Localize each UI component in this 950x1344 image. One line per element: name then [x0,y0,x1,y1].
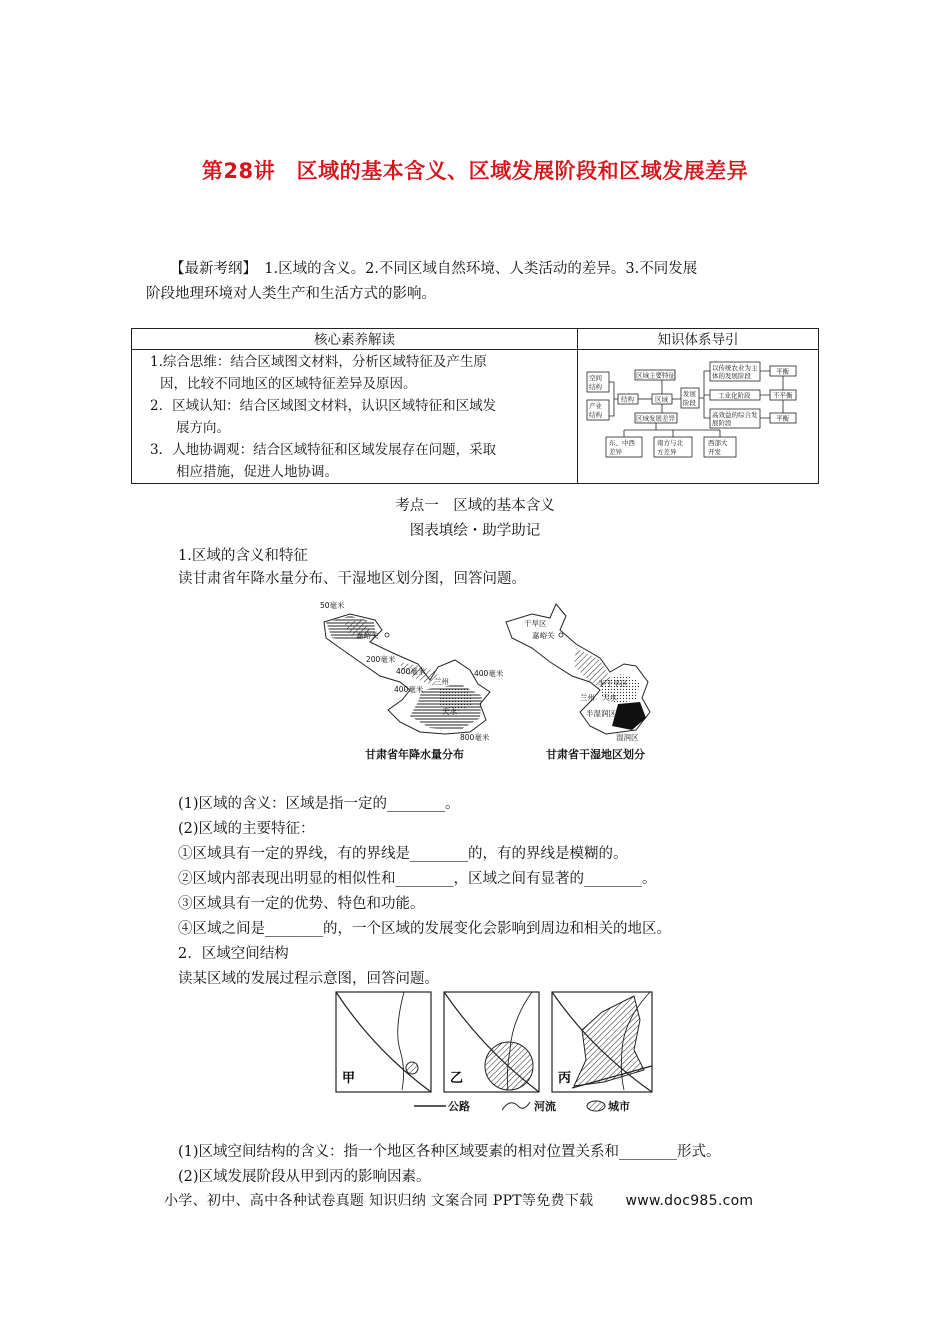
legend-river-label: 河流 [534,1100,556,1113]
table-header-knowledge: 知识体系导引 [578,329,819,350]
map1-label-50mm: 50毫米 [320,601,345,610]
syllabus-label: 【最新考纲】 [170,261,250,277]
legend-city-label: 城市 [608,1100,630,1113]
question-2c: ③区域具有一定的优势、特色和功能。 [178,896,425,912]
syllabus-text-1: 1.区域的含义。2.不同区域自然环境、人类活动的差异。3.不同发展 [249,261,698,277]
table-header-core: 核心素养解读 [132,329,578,350]
point-2-heading: 2．区域空间结构 [178,946,289,962]
question-1: (1)区域的含义：区域是指一定的________。 [178,796,460,812]
legend-road-label: 公路 [448,1100,470,1113]
core-item-2-b: 展方向。 [176,420,230,436]
map2-label-ganhan: 干旱区 [524,619,547,628]
page-title: 第28讲 区域的基本含义、区域发展阶段和区域发展差异 [201,159,749,183]
question-2: (2)区域的主要特征： [178,821,315,837]
map1-label-400mm-a: 400毫米 [396,667,426,676]
map1-label-800mm: 800毫米 [460,733,490,742]
kd-d2a: 南方与北 [657,439,683,447]
stage-jia-label: 甲 [342,1071,356,1086]
kd-quyu: 区域 [655,395,668,404]
kd-fazhan: 发展 [683,390,696,398]
legend [414,1099,630,1113]
core-item-1-a: 1.综合思维：结合区域图文材料，分析区域特征及产生原 [150,354,487,370]
knowledge-system-diagram [578,350,806,464]
core-literacy-cell [132,350,578,484]
map1-label-400mm-c: 400毫米 [394,685,424,694]
question-4: (2)区域发展阶段从甲到丙的影响因素。 [178,1169,431,1185]
map2-label-jiayuguan: 嘉峪关 [532,631,555,640]
yi-city [485,1042,533,1090]
legend-river-icon [502,1102,530,1110]
region-development-figure [334,990,664,1118]
footer-link[interactable]: www.doc985.com [625,1193,754,1209]
map2-label-banganhan: 半干旱区 [598,679,628,688]
kd-zhuyao: 区域主要特征 [636,371,675,380]
point-1-heading: 1.区域的含义和特征 [178,548,308,564]
core-item-2-a: 2．区域认知：结合区域图文材料，认识区域特征和区域发 [150,398,497,414]
kd-d3a: 西部大 [708,439,728,447]
kd-s2: 工业化阶段 [718,391,751,400]
precipitation-map [320,600,504,761]
dry-wet-map [506,604,650,761]
legend-city-icon [587,1101,605,1111]
kd-chanye: 产业 [589,402,602,410]
kd-jiegou: 结构 [621,395,634,404]
point-1-reading: 读甘肃省年降水量分布、干湿地区划分图，回答问题。 [178,571,526,587]
map1-label-tianshui: 天水 [442,707,457,716]
map2-label-banshirun: 半湿润区 [586,709,616,718]
jiayuguan-dot-1 [385,633,389,637]
kd-d3b: 开发 [708,448,721,456]
question-2d: ④区域之间是________的，一个区域的发展变化会影响到周边和相关的地区。 [178,921,671,937]
map1-caption: 甘肃省年降水量分布 [365,748,464,761]
map2-caption: 甘肃省干湿地区划分 [546,748,645,761]
map2-label-shirun: 湿润区 [616,733,639,742]
kd-jieduan: 阶段 [683,399,696,407]
jia-city [406,1062,418,1074]
kd-s1b: 体的发展阶段 [712,372,751,380]
syllabus-line-1 [170,258,697,280]
stage-yi-panel [444,992,539,1092]
section-heading: 考点一 区域的基本含义 [395,498,555,514]
kd-s3a: 高效益的综合发 [712,411,758,419]
gansu-maps-figure [310,592,680,772]
kd-d1a: 东、中西 [609,439,635,447]
kd-ping1: 平衡 [776,367,789,376]
kd-kongjian: 空间 [589,374,602,382]
map1-label-jiayuguan: 嘉峪关 [356,631,379,640]
kd-d2b: 方差异 [657,448,677,456]
core-item-3-a: 3．人地协调观：结合区域特征和区域发展存在问题，采取 [150,442,497,458]
stage-bing-label: 丙 [558,1071,572,1086]
kd-chayi: 区域发展差异 [636,414,675,423]
question-3: (1)区域空间结构的含义：指一个地区各种区域要素的相对位置关系和________形式。 [178,1144,721,1160]
kd-s1a: 以传统农业为主 [712,364,758,372]
stage-jia-panel [336,992,431,1092]
map1-label-400mm-b: 400毫米 [474,669,504,678]
jiayuguan-dot-2 [559,633,563,637]
core-item-1-b: 因，比较不同地区的区域特征差异及原因。 [160,376,417,392]
kd-jiegou-a: 结构 [589,383,602,391]
footer [164,1190,753,1210]
syllabus-line-2: 阶段地理环境对人类生产和生活方式的影响。 [146,286,436,302]
stage-yi-label: 乙 [450,1071,464,1086]
kd-s3b: 展阶段 [712,419,732,427]
footer-text: 小学、初中、高中各种试卷真题 知识归纳 文案合同 PPT等免费下载 [164,1193,594,1209]
question-2a: ①区域具有一定的界线，有的界线是________的，有的界线是模糊的。 [178,846,628,862]
kd-jiegou-b: 结构 [589,411,602,419]
stage-bing-panel [552,992,652,1092]
knowledge-diagram-cell [578,350,819,484]
map2-label-lanzhou: 兰州 [580,693,595,702]
question-2b: ②区域内部表现出明显的相似性和________，区域之间有显著的________。 [178,871,657,887]
section-subheading: 图表填绘・助学助记 [409,523,541,539]
core-literacy-table [131,328,819,484]
kd-ping2: 平衡 [776,414,789,423]
kd-d1b: 差异 [609,448,622,456]
map1-label-lanzhou: 兰州 [434,677,449,686]
map2-label-tianshui: 天水 [602,693,617,702]
map1-label-200mm: 200毫米 [366,655,396,664]
point-2-reading: 读某区域的发展过程示意图，回答问题。 [178,971,439,987]
core-item-3-b: 相应措施，促进人地协调。 [176,464,338,480]
kd-buping: 不平衡 [773,391,793,400]
